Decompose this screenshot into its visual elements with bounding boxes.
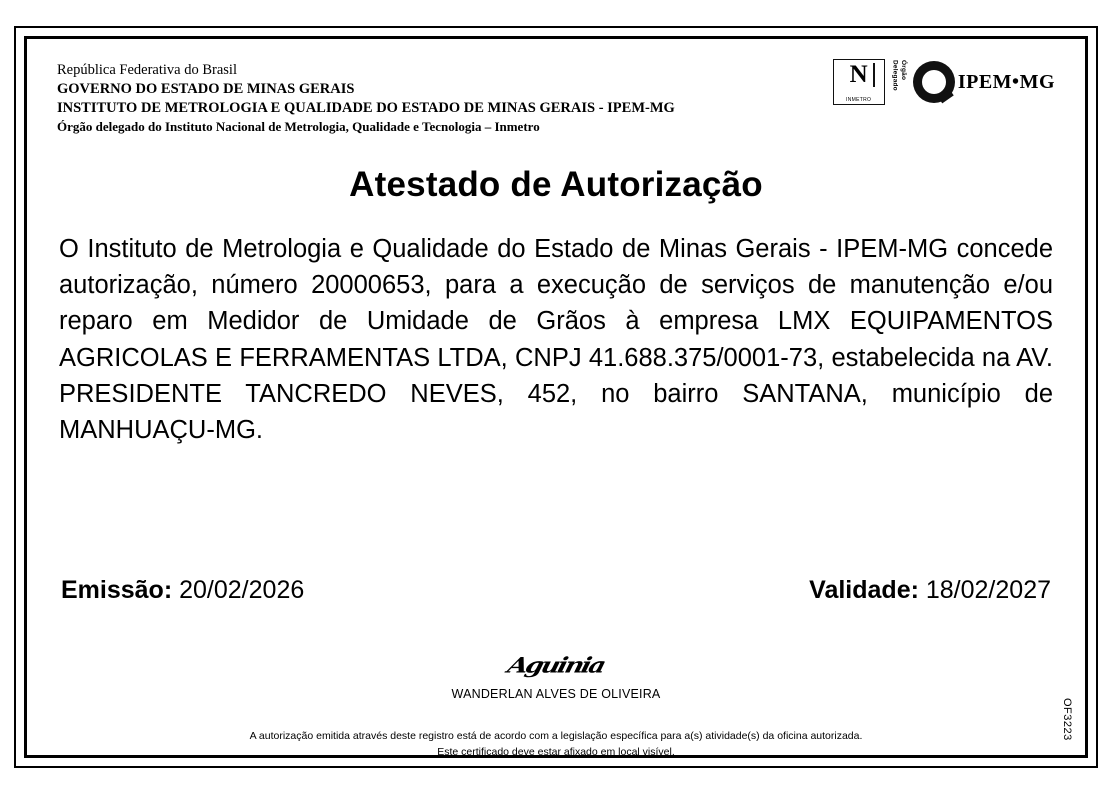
issuer-identification <box>57 61 857 136</box>
certificate-outer-border <box>14 26 1098 768</box>
inmetro-logo-caption: INMETRO <box>846 97 872 103</box>
footer-note-line-1: A autorização emitida através deste registro está de acordo com a legislação específica para a(s) atividade(s) da oficina autorizada. <box>249 730 863 743</box>
certificate-inner-border <box>24 36 1088 758</box>
dates-row <box>57 576 1055 605</box>
inmetro-logo-glyph: N <box>834 62 884 87</box>
ipem-logo-wordmark: IPEM•MG <box>957 70 1055 93</box>
handwritten-signature: Aguinia <box>505 653 607 679</box>
logo-group <box>833 59 1055 105</box>
signer-name: WANDERLAN ALVES DE OLIVEIRA <box>451 687 661 702</box>
validity-date-value: 18/02/2027 <box>925 576 1051 605</box>
validity-date-label: Validade: <box>809 576 919 605</box>
signature-area <box>57 653 1055 701</box>
form-code: OF3223 <box>1061 698 1073 741</box>
issuer-country-line: República Federativa do Brasil <box>57 62 237 78</box>
inmetro-logo-icon <box>833 59 885 105</box>
ipem-mark-icon <box>913 61 955 103</box>
issue-date-label: Emissão: <box>61 576 173 605</box>
issue-date-block <box>61 576 304 605</box>
validity-date-block <box>809 576 1051 605</box>
footer-note <box>57 729 1055 761</box>
authorization-body-text: O Instituto de Metrologia e Qualidade do Estado de Minas Gerais - IPEM-MG concede autorização, número 20000653, para a execução de serviços de manutenção e/ou reparo em Medidor de Umidade de Grãos à empresa LMX EQUIPAMENTOS AGRICOLAS E FERRAMENTAS LTDA, CNPJ 41.688.375/0001-73, estabelecida na AV. PRESIDENTE TANCREDO NEVES, 452, no bairro SANTANA, município de MANHUAÇU-MG. <box>59 235 1053 445</box>
issuer-state-government-line: GOVERNO DO ESTADO DE MINAS GERAIS <box>57 81 355 98</box>
certificate-header <box>57 61 1055 139</box>
document-title: Atestado de Autorização <box>349 165 763 204</box>
footer-note-line-2: Este certificado deve estar afixado em local visível. <box>437 745 675 758</box>
issue-date-value: 20/02/2026 <box>179 576 305 605</box>
issuer-institute-line: INSTITUTO DE METROLOGIA E QUALIDADE DO ESTADO DE MINAS GERAIS - IPEM-MG <box>57 100 675 117</box>
issuer-delegation-line: Órgão delegado do Instituto Nacional de Metrologia, Qualidade e Tecnologia – Inmetro <box>57 119 540 135</box>
delegated-body-vertical-label: Órgão Delegado <box>891 60 907 91</box>
ipem-logo-icon <box>913 61 1055 103</box>
